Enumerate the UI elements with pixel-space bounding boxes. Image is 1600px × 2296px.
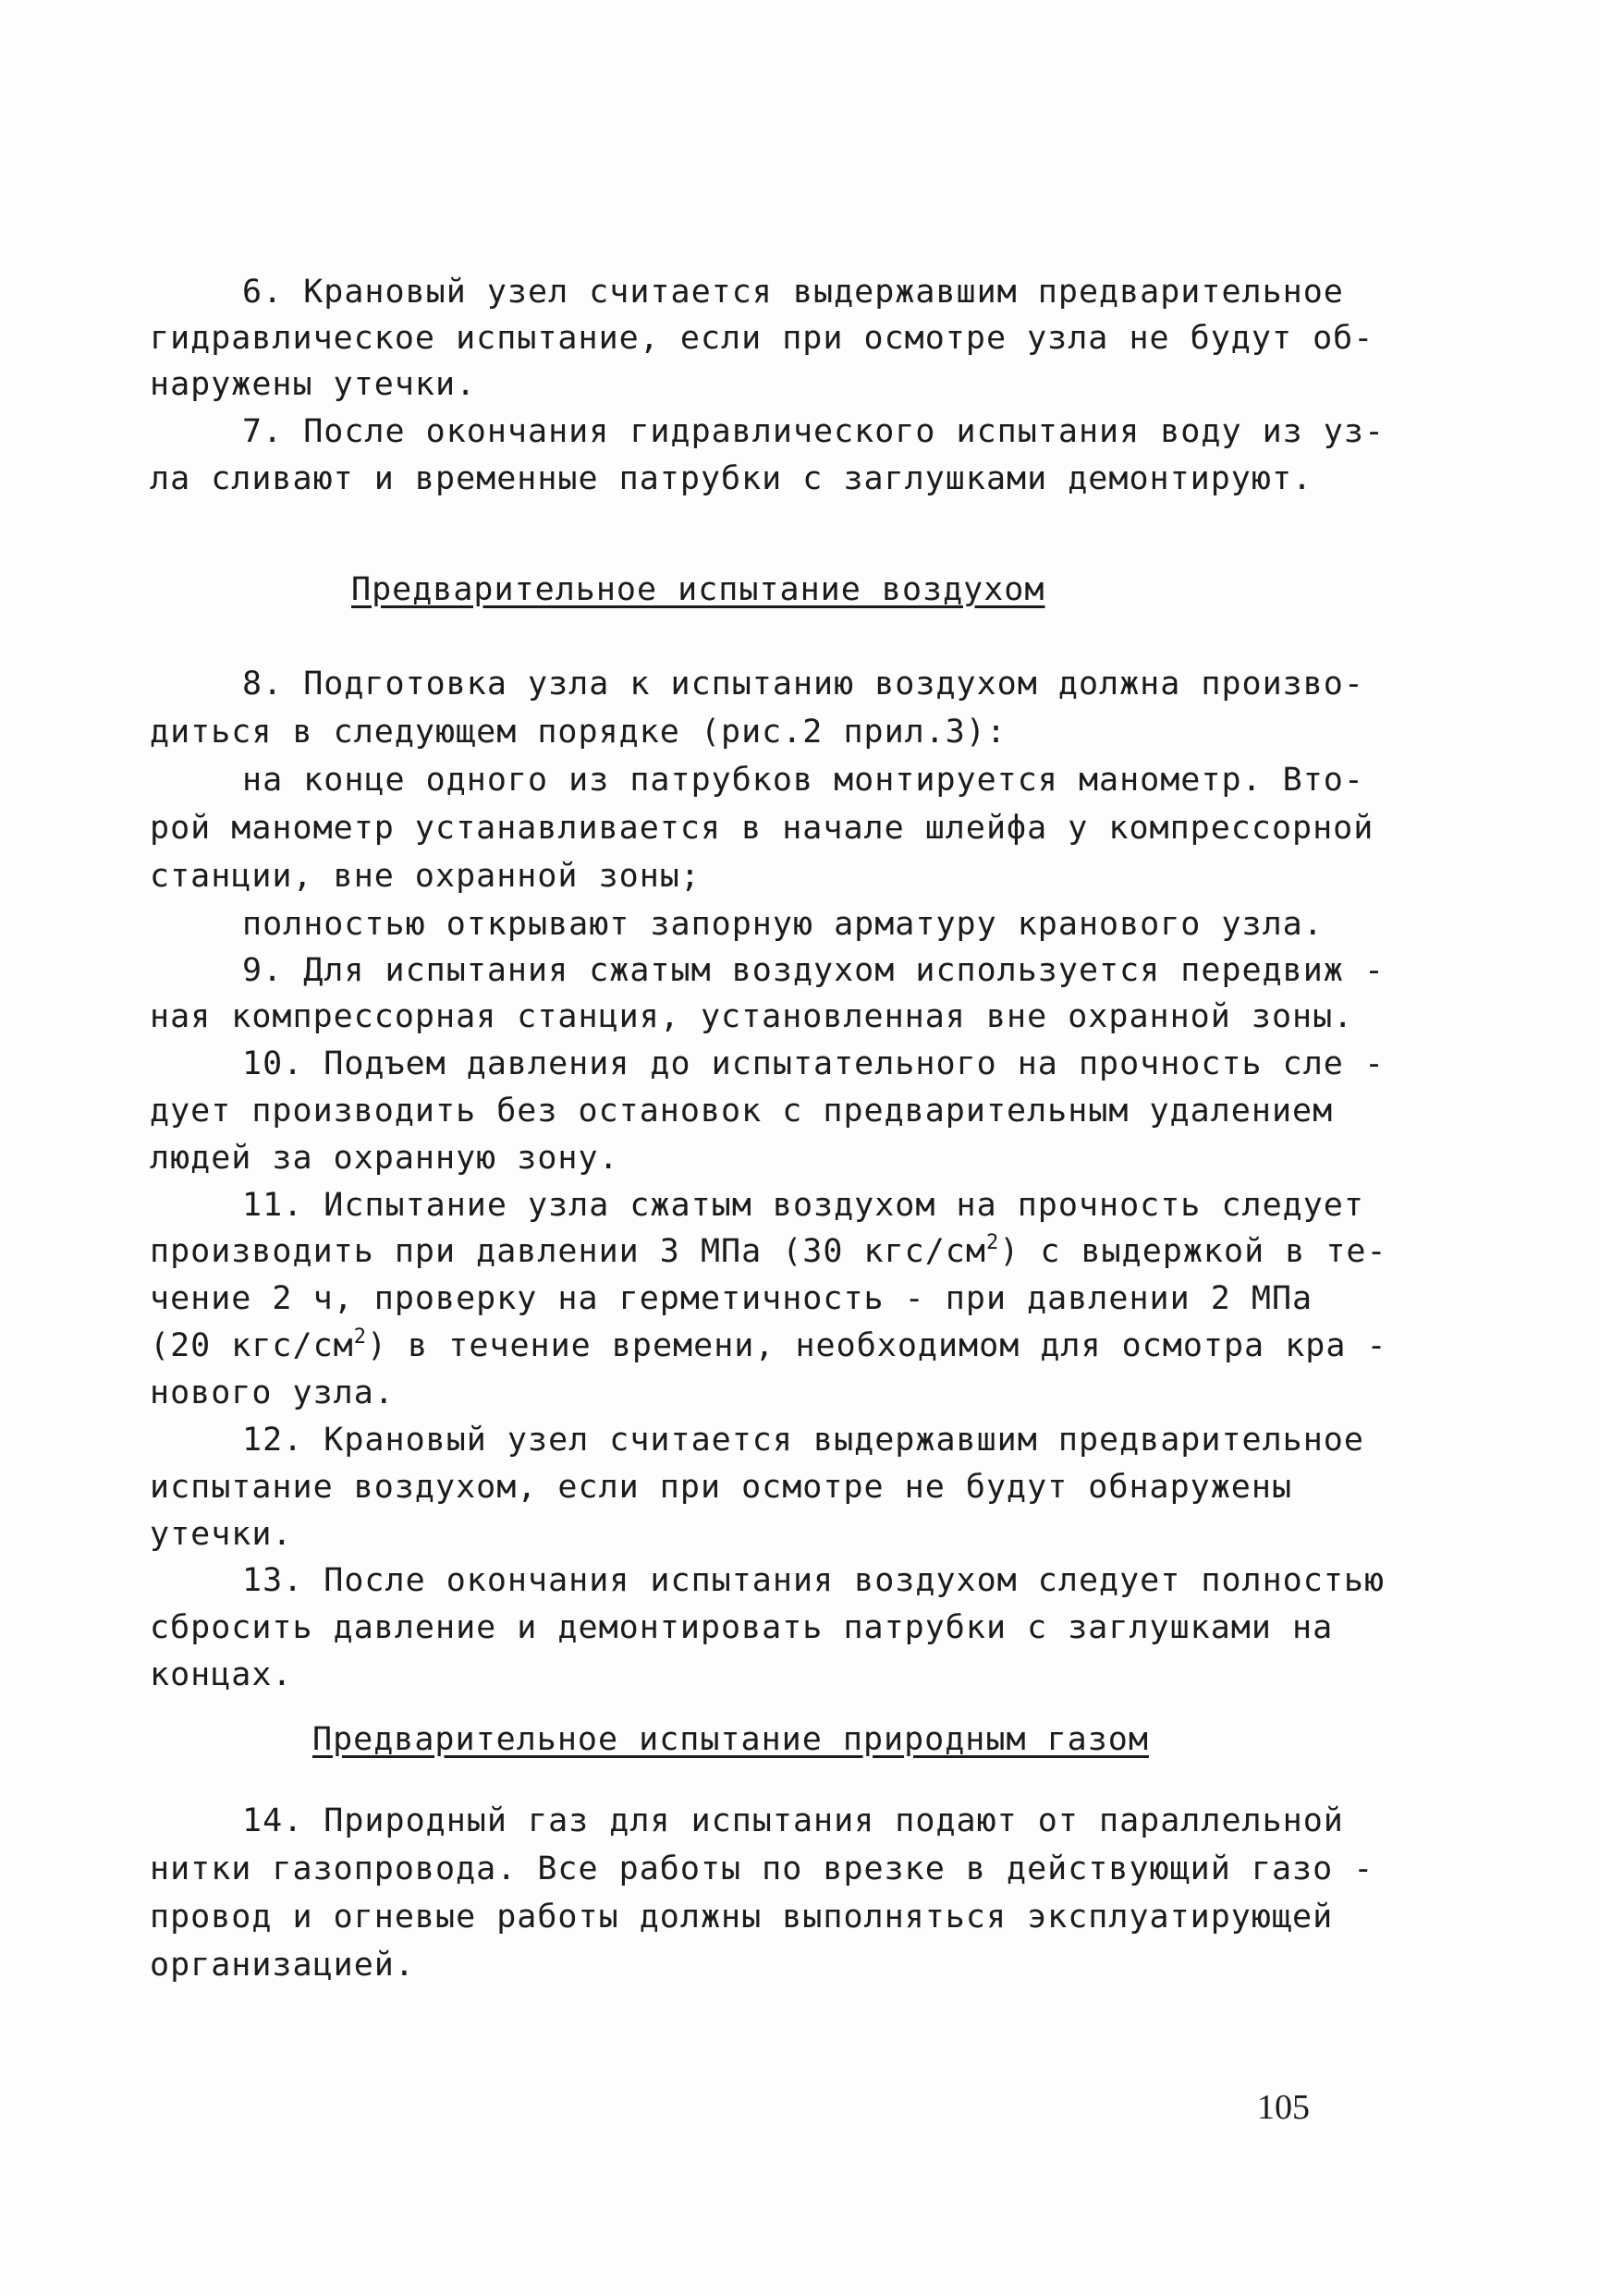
p8-line-3: на конце одного из патрубков монтируется манометр. Вто- <box>242 762 1364 799</box>
p11-line-1: 11. Испытание узла сжатым воздухом на прочность следует <box>242 1187 1364 1224</box>
superscript-2: 2 <box>985 1231 1000 1254</box>
p12-line-3: утечки. <box>150 1516 293 1553</box>
p10-line-3: людей за охранную зону. <box>150 1140 619 1177</box>
p9-line-2: ная компрессорная станция, установленная вне охранной зоны. <box>150 998 1354 1035</box>
p6-line-3: наружены утечки. <box>150 366 477 403</box>
p11-line-4-rest: ) в течение времени, необходимом для осмотра кра - <box>366 1327 1387 1364</box>
p11-line-2-text: производить при давлении 3 МПа (30 кгс/см <box>150 1233 986 1270</box>
p13-line-1: 13. После окончания испытания воздухом следует полностью <box>242 1562 1386 1599</box>
p14-line-3: провод и огневые работы должны выполняться эксплуатирующей <box>150 1899 1334 1936</box>
p14-line-2: нитки газопровода. Все работы по врезке в действующий газо - <box>150 1850 1374 1887</box>
section-heading-air: Предварительное испытание воздухом <box>351 571 1045 608</box>
p14-line-4: организацией. <box>150 1947 415 1984</box>
p11-line-2-rest: ) с выдержкой в те- <box>999 1233 1387 1270</box>
p8-line-5: станции, вне охранной зоны; <box>150 858 701 895</box>
p11-line-4 <box>150 1327 1387 1364</box>
p14-line-1: 14. Природный газ для испытания подают от параллельной <box>242 1802 1344 1839</box>
p8-line-6: полностью открывают запорную арматуру кранового узла. <box>242 906 1324 943</box>
p8-line-4: рой манометр устанавливается в начале шлейфа у компрессорной <box>150 810 1374 847</box>
p11-line-3: чение 2 ч, проверку на герметичность - при давлении 2 МПа <box>150 1280 1313 1317</box>
p7-line-1: 7. После окончания гидравлического испытания воду из уз- <box>242 413 1386 450</box>
p11-line-5: нового узла. <box>150 1374 395 1411</box>
superscript-2: 2 <box>353 1325 367 1349</box>
p10-line-1: 10. Подъем давления до испытательного на прочность сле - <box>242 1045 1386 1082</box>
p10-line-2: дует производить без остановок с предварительным удалением <box>150 1093 1334 1130</box>
p12-line-1: 12. Крановый узел считается выдержавшим предварительное <box>242 1422 1364 1459</box>
p6-line-1: 6. Крановый узел считается выдержавшим предварительное <box>242 274 1344 311</box>
p11-line-4-text: (20 кгс/см <box>150 1327 354 1364</box>
section-heading-gas: Предварительное испытание природным газом <box>312 1721 1149 1758</box>
p13-line-3: концах. <box>150 1656 293 1693</box>
p6-line-2: гидравлическое испытание, если при осмотре узла не будут об- <box>150 320 1374 357</box>
p8-line-1: 8. Подготовка узла к испытанию воздухом должна произво- <box>242 666 1364 702</box>
p8-line-2: диться в следующем порядке (рис.2 прил.3): <box>150 714 1008 751</box>
p7-line-2: ла сливают и временные патрубки с заглушками демонтируют. <box>150 460 1313 497</box>
page-number: 105 <box>1257 2088 1310 2127</box>
p12-line-2: испытание воздухом, если при осмотре не будут обнаружены <box>150 1469 1293 1506</box>
p9-line-1: 9. Для испытания сжатым воздухом используется передвиж - <box>242 952 1386 989</box>
p11-line-2 <box>150 1233 1387 1270</box>
p13-line-2: сбросить давление и демонтировать патрубки с заглушками на <box>150 1609 1334 1646</box>
